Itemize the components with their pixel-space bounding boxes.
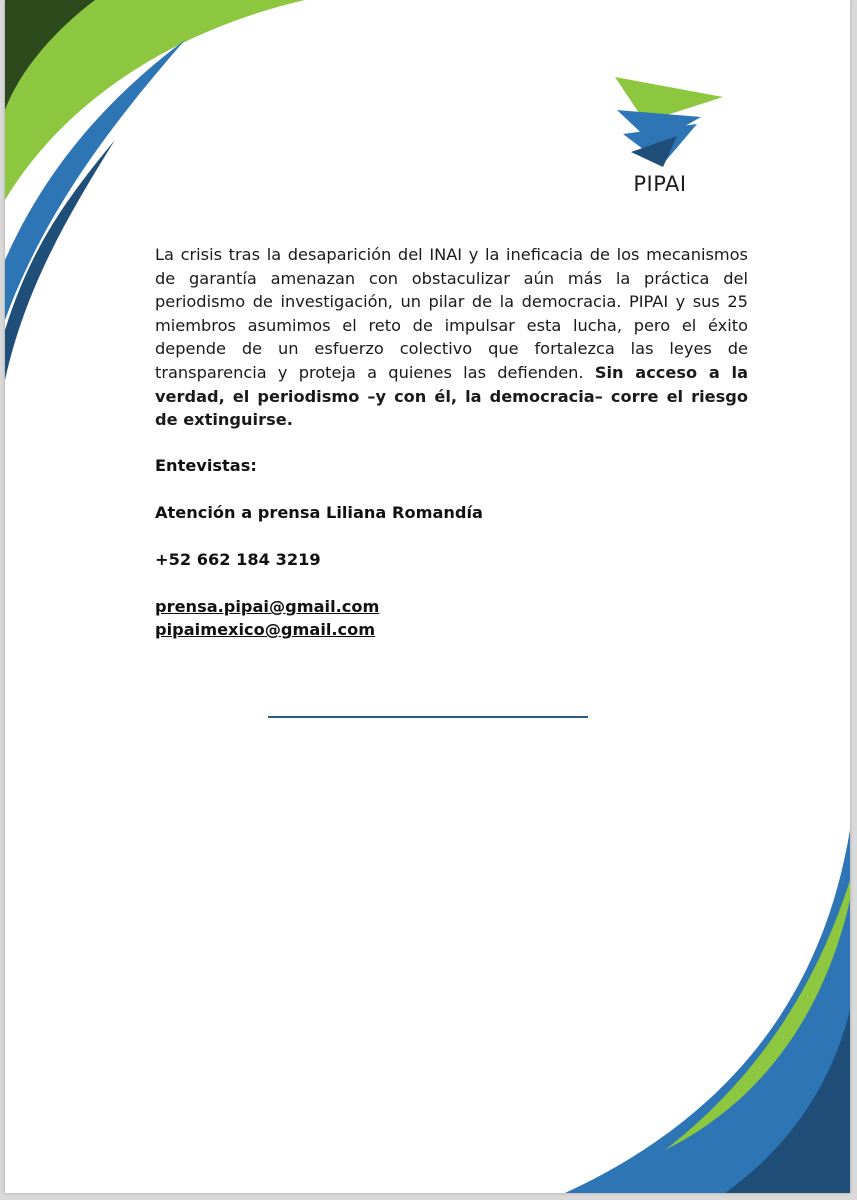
phone-number: +52 662 184 3219 — [155, 550, 321, 569]
divider-line — [268, 716, 588, 718]
body-paragraph — [155, 243, 748, 432]
interviews-heading: Entevistas: — [155, 456, 257, 475]
paragraph-text: La crisis tras la desaparición del INAI y la ineficacia de los mecanismos de garantía amenazan con obstaculizar aún más la práctica del periodismo de investigación, un pilar de la democracia. PIPAI y sus 25 miembros asumimos el reto de impulsar esta lucha, pero el éxito depende de un esfuerzo colectivo que fortalezca las leyes de transparencia y proteja a quienes las defienden. — [155, 245, 748, 382]
press-contact: Atención a prensa Liliana Romandía — [155, 503, 483, 522]
email-link[interactable]: prensa.pipai@gmail.com — [155, 597, 380, 616]
emphasis-text: Sin acceso a la verdad, el periodismo –y con él, la democracia– corre el riesgo de extinguirse. — [155, 362, 748, 430]
email-link[interactable]: pipaimexico@gmail.com — [155, 620, 376, 639]
document-page — [5, 0, 850, 1193]
logo-wordmark: PIPAI — [633, 172, 687, 196]
